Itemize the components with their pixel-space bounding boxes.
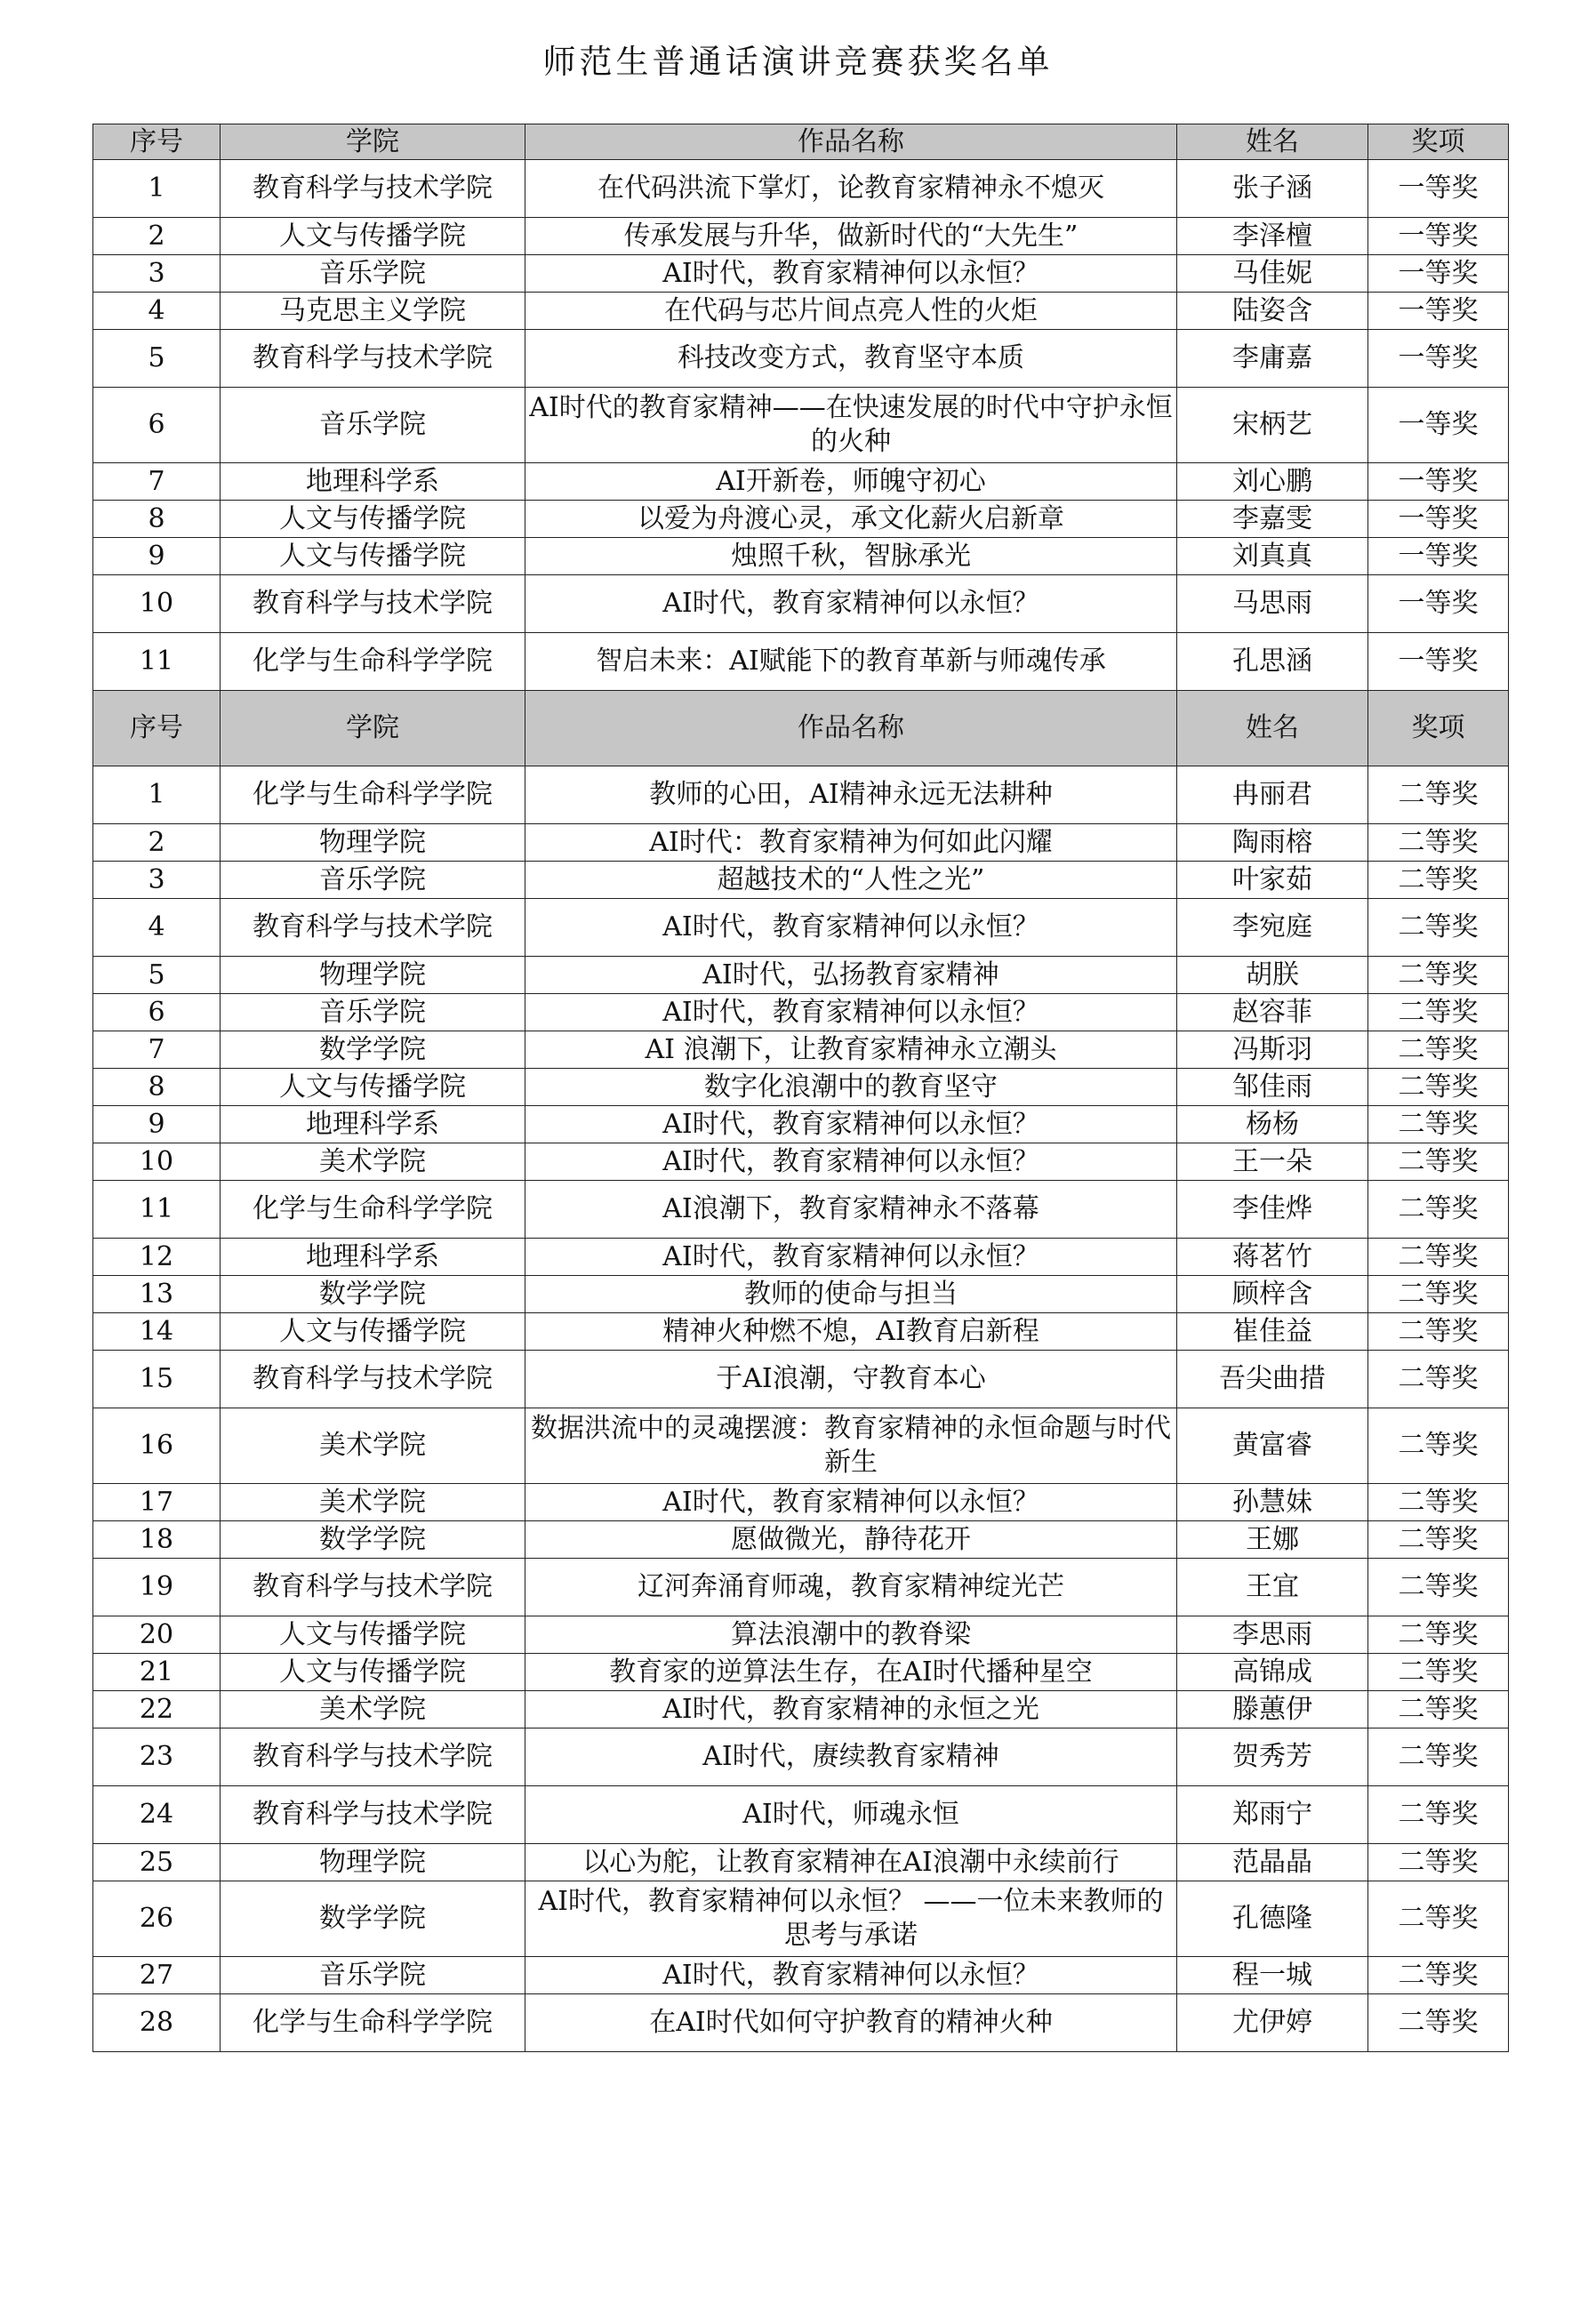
- cell-name: 刘真真: [1177, 538, 1368, 575]
- cell-work: 在代码洪流下掌灯，论教育家精神永不熄灭: [525, 160, 1177, 218]
- cell-name: 蒋茗竹: [1177, 1239, 1368, 1276]
- header-work: 作品名称: [525, 124, 1177, 160]
- cell-award: 一等奖: [1368, 330, 1509, 388]
- cell-no: 2: [93, 824, 221, 862]
- cell-work: 教师的心田，AI精神永远无法耕种: [525, 766, 1177, 824]
- cell-name: 邹佳雨: [1177, 1069, 1368, 1106]
- cell-award: 二等奖: [1368, 1994, 1509, 2052]
- cell-name: 郑雨宁: [1177, 1786, 1368, 1844]
- cell-award: 一等奖: [1368, 538, 1509, 575]
- cell-name: 李庸嘉: [1177, 330, 1368, 388]
- cell-work: 数据洪流中的灵魂摆渡：教育家精神的永恒命题与时代新生: [525, 1408, 1177, 1484]
- cell-college: 地理科学系: [221, 1239, 525, 1276]
- cell-name: 冉丽君: [1177, 766, 1368, 824]
- cell-award: 二等奖: [1368, 1616, 1509, 1654]
- cell-work: 以心为舵，让教育家精神在AI浪潮中永续前行: [525, 1844, 1177, 1881]
- cell-award: 一等奖: [1368, 575, 1509, 633]
- cell-name: 王一朵: [1177, 1143, 1368, 1181]
- cell-college: 教育科学与技术学院: [221, 160, 525, 218]
- cell-work: AI时代，教育家精神何以永恒？: [525, 255, 1177, 293]
- cell-name: 李嘉雯: [1177, 501, 1368, 538]
- header-college: 学院: [221, 691, 525, 766]
- cell-name: 孔德隆: [1177, 1881, 1368, 1957]
- cell-college: 人文与传播学院: [221, 1654, 525, 1691]
- cell-college: 人文与传播学院: [221, 1069, 525, 1106]
- table-row: [93, 388, 1509, 463]
- cell-no: 9: [93, 538, 221, 575]
- cell-name: 李佳烨: [1177, 1181, 1368, 1239]
- cell-no: 24: [93, 1786, 221, 1844]
- table-row: [93, 766, 1509, 824]
- cell-name: 程一城: [1177, 1957, 1368, 1994]
- cell-college: 美术学院: [221, 1484, 525, 1521]
- cell-no: 18: [93, 1521, 221, 1559]
- cell-no: 3: [93, 862, 221, 899]
- cell-work: 超越技术的“人性之光”: [525, 862, 1177, 899]
- cell-work: 辽河奔涌育师魂，教育家精神绽光芒: [525, 1559, 1177, 1616]
- cell-work: 精神火种燃不熄，AI教育启新程: [525, 1313, 1177, 1351]
- cell-work: 教师的使命与担当: [525, 1276, 1177, 1313]
- cell-no: 6: [93, 994, 221, 1031]
- cell-work: 于AI浪潮，守教育本心: [525, 1351, 1177, 1408]
- cell-award: 二等奖: [1368, 766, 1509, 824]
- cell-award: 二等奖: [1368, 1276, 1509, 1313]
- cell-award: 二等奖: [1368, 1351, 1509, 1408]
- cell-college: 教育科学与技术学院: [221, 575, 525, 633]
- table-row: [93, 1106, 1509, 1143]
- cell-college: 教育科学与技术学院: [221, 330, 525, 388]
- cell-award: 一等奖: [1368, 501, 1509, 538]
- cell-college: 音乐学院: [221, 994, 525, 1031]
- cell-name: 李宛庭: [1177, 899, 1368, 957]
- cell-no: 9: [93, 1106, 221, 1143]
- cell-award: 二等奖: [1368, 1031, 1509, 1069]
- table-row: [93, 330, 1509, 388]
- table-row: [93, 160, 1509, 218]
- table-row: [93, 899, 1509, 957]
- table-row: [93, 862, 1509, 899]
- cell-college: 人文与传播学院: [221, 218, 525, 255]
- cell-name: 顾梓含: [1177, 1276, 1368, 1313]
- table-row: [93, 218, 1509, 255]
- header-no: 序号: [93, 691, 221, 766]
- table-row: [93, 1408, 1509, 1484]
- cell-award: 二等奖: [1368, 899, 1509, 957]
- cell-work: AI时代，赓续教育家精神: [525, 1728, 1177, 1786]
- cell-college: 人文与传播学院: [221, 1616, 525, 1654]
- award-table: [92, 124, 1509, 2052]
- cell-college: 人文与传播学院: [221, 1313, 525, 1351]
- cell-work: 以爱为舟渡心灵，承文化薪火启新章: [525, 501, 1177, 538]
- cell-no: 17: [93, 1484, 221, 1521]
- cell-name: 杨杨: [1177, 1106, 1368, 1143]
- cell-name: 范晶晶: [1177, 1844, 1368, 1881]
- cell-name: 王宜: [1177, 1559, 1368, 1616]
- cell-name: 孙慧妹: [1177, 1484, 1368, 1521]
- cell-no: 19: [93, 1559, 221, 1616]
- cell-no: 25: [93, 1844, 221, 1881]
- cell-work: AI时代，教育家精神何以永恒？: [525, 1106, 1177, 1143]
- cell-work: 愿做微光，静待花开: [525, 1521, 1177, 1559]
- header-work: 作品名称: [525, 691, 1177, 766]
- cell-name: 贺秀芳: [1177, 1728, 1368, 1786]
- cell-name: 叶家茹: [1177, 862, 1368, 899]
- cell-work: AI时代：教育家精神为何如此闪耀: [525, 824, 1177, 862]
- table-row: [93, 1484, 1509, 1521]
- cell-name: 陶雨榕: [1177, 824, 1368, 862]
- cell-award: 二等奖: [1368, 1239, 1509, 1276]
- cell-award: 二等奖: [1368, 1728, 1509, 1786]
- cell-name: 马思雨: [1177, 575, 1368, 633]
- cell-college: 音乐学院: [221, 255, 525, 293]
- cell-award: 二等奖: [1368, 1484, 1509, 1521]
- table-row: [93, 538, 1509, 575]
- table-row: [93, 1276, 1509, 1313]
- cell-name: 吾尖曲措: [1177, 1351, 1368, 1408]
- cell-award: 一等奖: [1368, 255, 1509, 293]
- cell-work: AI时代，师魂永恒: [525, 1786, 1177, 1844]
- cell-no: 8: [93, 501, 221, 538]
- cell-award: 二等奖: [1368, 862, 1509, 899]
- table-row: [93, 1957, 1509, 1994]
- cell-award: 二等奖: [1368, 1786, 1509, 1844]
- cell-award: 一等奖: [1368, 463, 1509, 501]
- cell-name: 刘心鹏: [1177, 463, 1368, 501]
- cell-no: 14: [93, 1313, 221, 1351]
- cell-no: 4: [93, 293, 221, 330]
- table-row: [93, 1616, 1509, 1654]
- cell-college: 数学学院: [221, 1031, 525, 1069]
- cell-work: AI时代，教育家精神何以永恒？: [525, 1484, 1177, 1521]
- cell-college: 物理学院: [221, 1844, 525, 1881]
- cell-no: 10: [93, 575, 221, 633]
- cell-name: 胡朕: [1177, 957, 1368, 994]
- cell-college: 美术学院: [221, 1691, 525, 1728]
- cell-work: 传承发展与升华，做新时代的“大先生”: [525, 218, 1177, 255]
- table-row: [93, 824, 1509, 862]
- header-award: 奖项: [1368, 691, 1509, 766]
- cell-no: 28: [93, 1994, 221, 2052]
- cell-no: 4: [93, 899, 221, 957]
- cell-work: 科技改变方式，教育坚守本质: [525, 330, 1177, 388]
- table-row: [93, 1313, 1509, 1351]
- cell-award: 一等奖: [1368, 388, 1509, 463]
- table-row: [93, 633, 1509, 691]
- cell-no: 26: [93, 1881, 221, 1957]
- table-row: [93, 1994, 1509, 2052]
- table-row: [93, 1181, 1509, 1239]
- cell-no: 7: [93, 1031, 221, 1069]
- cell-college: 物理学院: [221, 957, 525, 994]
- table-row: [93, 1521, 1509, 1559]
- cell-college: 音乐学院: [221, 862, 525, 899]
- cell-work: AI浪潮下，教育家精神永不落幕: [525, 1181, 1177, 1239]
- table-row: [93, 1728, 1509, 1786]
- table-row: [93, 255, 1509, 293]
- header-name: 姓名: [1177, 124, 1368, 160]
- cell-college: 地理科学系: [221, 1106, 525, 1143]
- cell-work: AI 浪潮下，让教育家精神永立潮头: [525, 1031, 1177, 1069]
- cell-work: AI时代，教育家精神的永恒之光: [525, 1691, 1177, 1728]
- cell-name: 李泽檀: [1177, 218, 1368, 255]
- table-row: [93, 463, 1509, 501]
- cell-name: 王娜: [1177, 1521, 1368, 1559]
- cell-work: AI时代的教育家精神——在快速发展的时代中守护永恒的火种: [525, 388, 1177, 463]
- cell-college: 数学学院: [221, 1521, 525, 1559]
- cell-no: 11: [93, 1181, 221, 1239]
- table-row: [93, 1691, 1509, 1728]
- cell-college: 美术学院: [221, 1408, 525, 1484]
- cell-name: 宋柄艺: [1177, 388, 1368, 463]
- table-row: [93, 1881, 1509, 1957]
- cell-no: 15: [93, 1351, 221, 1408]
- header-award: 奖项: [1368, 124, 1509, 160]
- cell-work: AI时代，教育家精神何以永恒？: [525, 1957, 1177, 1994]
- cell-no: 10: [93, 1143, 221, 1181]
- cell-no: 7: [93, 463, 221, 501]
- table-row: [93, 994, 1509, 1031]
- cell-award: 二等奖: [1368, 994, 1509, 1031]
- cell-no: 12: [93, 1239, 221, 1276]
- cell-no: 8: [93, 1069, 221, 1106]
- cell-award: 二等奖: [1368, 1143, 1509, 1181]
- cell-work: 数字化浪潮中的教育坚守: [525, 1069, 1177, 1106]
- table-row: [93, 1559, 1509, 1616]
- cell-no: 11: [93, 633, 221, 691]
- cell-work: 教育家的逆算法生存，在AI时代播种星空: [525, 1654, 1177, 1691]
- table-row: [93, 1844, 1509, 1881]
- table-row: [93, 575, 1509, 633]
- cell-no: 13: [93, 1276, 221, 1313]
- table-row: [93, 1069, 1509, 1106]
- cell-college: 教育科学与技术学院: [221, 1786, 525, 1844]
- cell-college: 马克思主义学院: [221, 293, 525, 330]
- cell-college: 数学学院: [221, 1276, 525, 1313]
- cell-no: 6: [93, 388, 221, 463]
- table-row: [93, 293, 1509, 330]
- cell-work: AI时代，弘扬教育家精神: [525, 957, 1177, 994]
- cell-name: 黄富睿: [1177, 1408, 1368, 1484]
- cell-award: 一等奖: [1368, 218, 1509, 255]
- cell-award: 一等奖: [1368, 633, 1509, 691]
- cell-no: 3: [93, 255, 221, 293]
- cell-no: 5: [93, 957, 221, 994]
- cell-work: AI时代，教育家精神何以永恒？: [525, 1143, 1177, 1181]
- cell-college: 化学与生命科学学院: [221, 1181, 525, 1239]
- cell-name: 赵容菲: [1177, 994, 1368, 1031]
- cell-work: 智启未来：AI赋能下的教育革新与师魂传承: [525, 633, 1177, 691]
- cell-award: 二等奖: [1368, 1069, 1509, 1106]
- cell-no: 20: [93, 1616, 221, 1654]
- cell-no: 5: [93, 330, 221, 388]
- cell-award: 一等奖: [1368, 293, 1509, 330]
- cell-name: 滕蕙伊: [1177, 1691, 1368, 1728]
- cell-award: 二等奖: [1368, 824, 1509, 862]
- cell-no: 22: [93, 1691, 221, 1728]
- cell-award: 二等奖: [1368, 957, 1509, 994]
- cell-college: 教育科学与技术学院: [221, 899, 525, 957]
- cell-name: 张子涵: [1177, 160, 1368, 218]
- table-row: [93, 1239, 1509, 1276]
- cell-no: 21: [93, 1654, 221, 1691]
- cell-award: 二等奖: [1368, 1408, 1509, 1484]
- header-no: 序号: [93, 124, 221, 160]
- cell-college: 地理科学系: [221, 463, 525, 501]
- cell-name: 尤伊婷: [1177, 1994, 1368, 2052]
- cell-work: 烛照千秋，智脉承光: [525, 538, 1177, 575]
- cell-name: 孔思涵: [1177, 633, 1368, 691]
- table-row: [93, 1031, 1509, 1069]
- cell-college: 教育科学与技术学院: [221, 1728, 525, 1786]
- table-row: [93, 1654, 1509, 1691]
- cell-award: 二等奖: [1368, 1106, 1509, 1143]
- cell-award: 二等奖: [1368, 1844, 1509, 1881]
- cell-work: AI开新卷，师魄守初心: [525, 463, 1177, 501]
- cell-college: 音乐学院: [221, 388, 525, 463]
- cell-name: 李思雨: [1177, 1616, 1368, 1654]
- cell-college: 教育科学与技术学院: [221, 1559, 525, 1616]
- cell-award: 二等奖: [1368, 1654, 1509, 1691]
- cell-name: 高锦成: [1177, 1654, 1368, 1691]
- cell-college: 美术学院: [221, 1143, 525, 1181]
- cell-no: 2: [93, 218, 221, 255]
- first-prize-header-row: [93, 124, 1509, 160]
- cell-name: 冯斯羽: [1177, 1031, 1368, 1069]
- cell-award: 二等奖: [1368, 1691, 1509, 1728]
- header-college: 学院: [221, 124, 525, 160]
- page-title: 师范生普通话演讲竞赛获奖名单: [542, 43, 1054, 81]
- cell-work: 算法浪潮中的教脊梁: [525, 1616, 1177, 1654]
- cell-award: 二等奖: [1368, 1181, 1509, 1239]
- cell-college: 人文与传播学院: [221, 501, 525, 538]
- table-row: [93, 501, 1509, 538]
- table-row: [93, 1143, 1509, 1181]
- cell-college: 化学与生命科学学院: [221, 1994, 525, 2052]
- cell-work: AI时代，教育家精神何以永恒？: [525, 1239, 1177, 1276]
- cell-award: 二等奖: [1368, 1521, 1509, 1559]
- cell-no: 23: [93, 1728, 221, 1786]
- cell-work: 在AI时代如何守护教育的精神火种: [525, 1994, 1177, 2052]
- cell-name: 崔佳益: [1177, 1313, 1368, 1351]
- cell-college: 物理学院: [221, 824, 525, 862]
- table-row: [93, 957, 1509, 994]
- cell-college: 化学与生命科学学院: [221, 633, 525, 691]
- cell-award: 一等奖: [1368, 160, 1509, 218]
- cell-award: 二等奖: [1368, 1957, 1509, 1994]
- cell-work: AI时代，教育家精神何以永恒？: [525, 994, 1177, 1031]
- cell-no: 1: [93, 766, 221, 824]
- cell-work: AI时代，教育家精神何以永恒？ ——一位未来教师的思考与承诺: [525, 1881, 1177, 1957]
- cell-work: 在代码与芯片间点亮人性的火炬: [525, 293, 1177, 330]
- table-row: [93, 1351, 1509, 1408]
- cell-award: 二等奖: [1368, 1313, 1509, 1351]
- table-row: [93, 1786, 1509, 1844]
- cell-no: 1: [93, 160, 221, 218]
- cell-work: AI时代，教育家精神何以永恒？: [525, 575, 1177, 633]
- cell-award: 二等奖: [1368, 1559, 1509, 1616]
- cell-no: 27: [93, 1957, 221, 1994]
- cell-college: 化学与生命科学学院: [221, 766, 525, 824]
- cell-college: 音乐学院: [221, 1957, 525, 1994]
- cell-college: 数学学院: [221, 1881, 525, 1957]
- second-prize-header-row: [93, 691, 1509, 766]
- cell-award: 二等奖: [1368, 1881, 1509, 1957]
- cell-no: 16: [93, 1408, 221, 1484]
- cell-college: 教育科学与技术学院: [221, 1351, 525, 1408]
- cell-name: 陆姿含: [1177, 293, 1368, 330]
- cell-work: AI时代，教育家精神何以永恒？: [525, 899, 1177, 957]
- cell-college: 人文与传播学院: [221, 538, 525, 575]
- cell-name: 马佳妮: [1177, 255, 1368, 293]
- header-name: 姓名: [1177, 691, 1368, 766]
